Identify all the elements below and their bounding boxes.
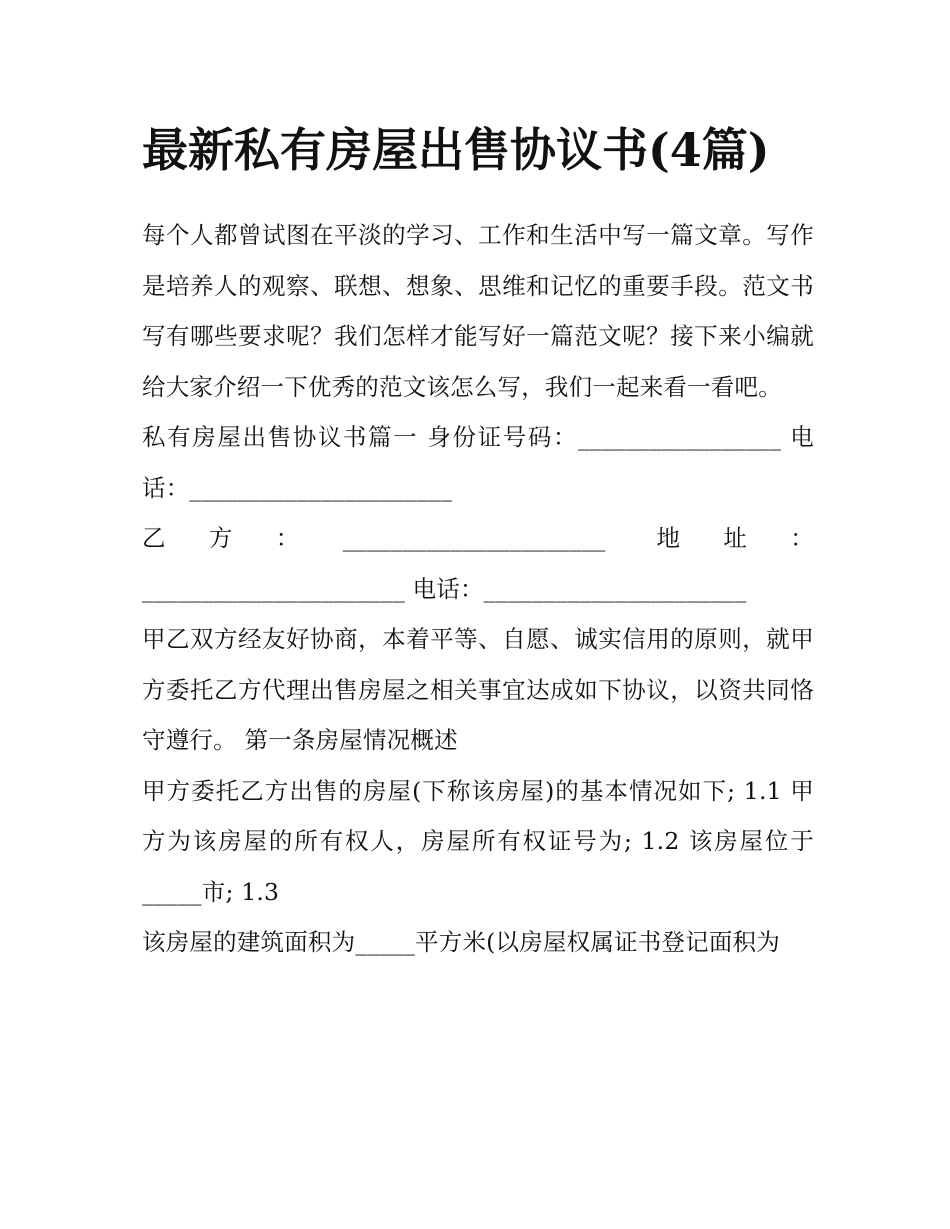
document-title: 最新私有房屋出售协议书(4篇) (142, 123, 770, 177)
intro-paragraph: 每个人都曾试图在平淡的学习、工作和生活中写一篇文章。写作是培养人的观察、联想、想象、思维和记忆的重要手段。范文书写有哪些要求呢？我们怎样才能写好一篇范文呢？接下来小编就给大家介绍一下优秀的范文该怎么写，我们一起来看一看吧。 (142, 221, 814, 401)
document-page (142, 108, 814, 968)
agreement-preamble-paragraph: 甲乙双方经友好协商，本着平等、自愿、诚实信用的原则，就甲方委托乙方代理出售房屋之相关事宜达成如下协议，以资共同恪守遵行。 第一条房屋情况概述 (142, 625, 814, 754)
house-basic-info-paragraph: 甲方委托乙方出售的房屋(下称该房屋)的基本情况如下; 1.1 甲方为该房屋的所有权人，房屋所有权证号为; 1.2 该房屋位于_____市; 1.3 (142, 776, 814, 906)
house-area-paragraph: 该房屋的建筑面积为_____平方米(以房屋权属证书登记面积为 (142, 928, 780, 956)
party-b-info-line: 乙方：______________________ 地址：______________________ 电话：______________________ (142, 524, 814, 603)
party-a-id-phone-line: 私有房屋出售协议书篇一 身份证号码：_________________ 电话：______________________ (142, 423, 814, 502)
